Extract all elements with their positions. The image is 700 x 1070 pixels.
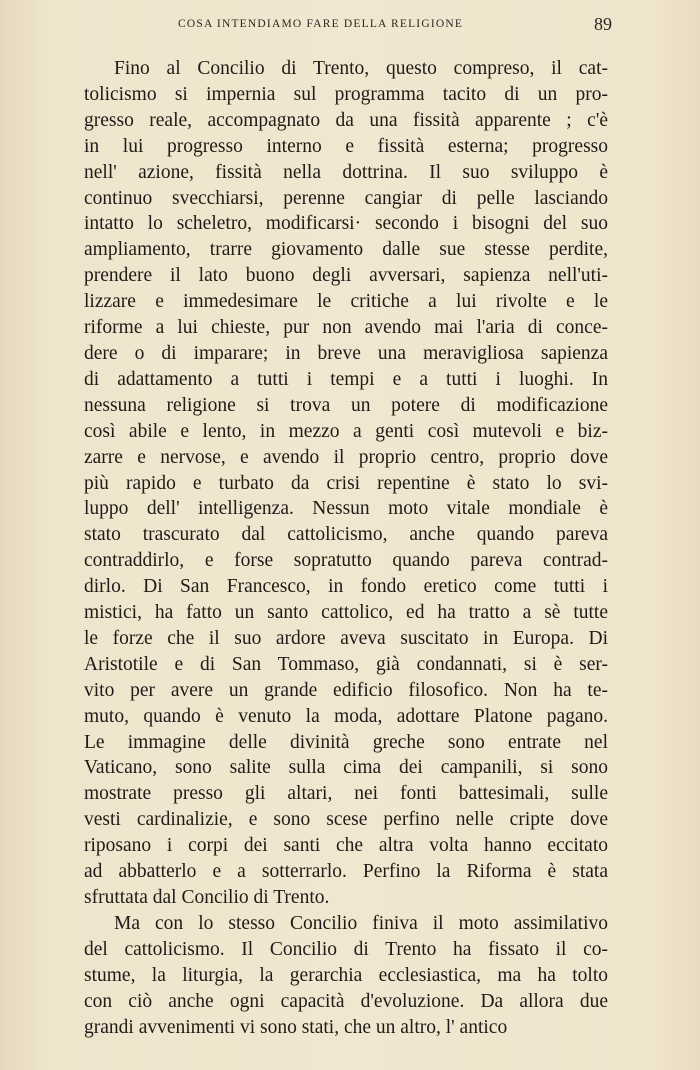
- text-line: Ma con lo stesso Concilio finiva il moto assimilativo: [114, 912, 608, 934]
- text-line: nessuna religione si trova un potere di modificazione: [84, 394, 608, 416]
- text-line: di adattamento a tutti i tempi e a tutti i luoghi. In: [84, 368, 608, 390]
- text-line: nell' azione, fissità nella dottrina. Il suo sviluppo è: [84, 161, 608, 183]
- text-line: più rapido e turbato da crisi repentine è stato lo svi-: [84, 472, 608, 494]
- text-line: vesti cardinalizie, e sono scese perfino nelle cripte dove: [84, 809, 608, 831]
- text-line: ad abbatterlo e a sotterrarlo. Perfino la Riforma è stata: [84, 861, 608, 883]
- text-line: così abile e lento, in mezzo a genti così mutevoli e biz-: [84, 420, 608, 442]
- text-line: contraddirlo, e forse sopratutto quando pareva contrad-: [84, 550, 608, 572]
- page-number: 89: [594, 14, 612, 34]
- text-line: muto, quando è venuto la moda, adottare Platone pagano.: [84, 705, 608, 727]
- text-line: dere o di imparare; in breve una meravigliosa sapienza: [84, 342, 608, 364]
- text-line: con ciò anche ogni capacità d'evoluzione. Da allora due: [84, 990, 608, 1012]
- text-line: Le immagine delle divinità greche sono entrate nel: [84, 731, 608, 753]
- paragraph: [84, 911, 608, 1041]
- text-line: continuo svecchiarsi, perenne cangiar di pelle lasciando: [84, 187, 608, 209]
- text-line: stume, la liturgia, la gerarchia ecclesiastica, ma ha tolto: [84, 964, 608, 986]
- text-line: tolicismo si impernia sul programma tacito di un pro-: [84, 83, 608, 105]
- body-text: [84, 56, 608, 1040]
- text-line: sfruttata dal Concilio di Trento.: [84, 887, 330, 908]
- text-line: Fino al Concilio di Trento, questo compreso, il cat-: [114, 58, 608, 79]
- text-line: prendere il lato buono degli avversari, sapienza nell'uti-: [84, 265, 608, 287]
- text-line: ampliamento, trarre giovamento dalle sue stesse perdite,: [84, 239, 608, 261]
- text-line: mostrate presso gli altari, nei fonti battesimali, sulle: [84, 783, 608, 805]
- text-line: lizzare e immedesimare le critiche a lui rivolte e le: [84, 291, 608, 313]
- running-head: COSA INTENDIAMO FARE DELLA RELIGIONE: [178, 18, 464, 30]
- paragraph: [84, 56, 608, 911]
- text-line: riposano i corpi dei santi che altra volta hanno eccitato: [84, 835, 608, 857]
- text-line: grandi avvenimenti vi sono stati, che un altro, l' antico: [84, 1016, 508, 1038]
- text-line: vito per avere un grande edificio filosofico. Non ha te-: [84, 679, 608, 701]
- text-line: stato trascurato dal cattolicismo, anche quando pareva: [84, 524, 608, 546]
- text-line: in lui progresso interno e fissità esterna; progresso: [84, 135, 608, 157]
- text-line: del cattolicismo. Il Concilio di Trento ha fissato il co-: [84, 938, 608, 960]
- text-line: zarre e nervose, e avendo il proprio centro, proprio dove: [84, 446, 608, 468]
- text-line: gresso reale, accompagnato da una fissità apparente ; c'è: [84, 109, 608, 131]
- text-line: mistici, ha fatto un santo cattolico, ed ha tratto a sè tutte: [84, 602, 608, 624]
- text-line: Vaticano, sono salite sulla cima dei campanili, si sono: [84, 757, 608, 779]
- text-line: Aristotile e di San Tommaso, già condannati, si è ser-: [84, 653, 608, 675]
- text-line: le forze che il suo ardore aveva suscitato in Europa. Di: [84, 627, 608, 649]
- text-line: luppo dell' intelligenza. Nessun moto vitale mondiale è: [84, 498, 608, 520]
- text-line: intatto lo scheletro, modificarsi· secondo i bisogni del suo: [84, 213, 608, 235]
- text-line: dirlo. Di San Francesco, in fondo eretico come tutti i: [84, 576, 608, 598]
- text-line: riforme a lui chieste, pur non avendo mai l'aria di conce-: [84, 317, 608, 339]
